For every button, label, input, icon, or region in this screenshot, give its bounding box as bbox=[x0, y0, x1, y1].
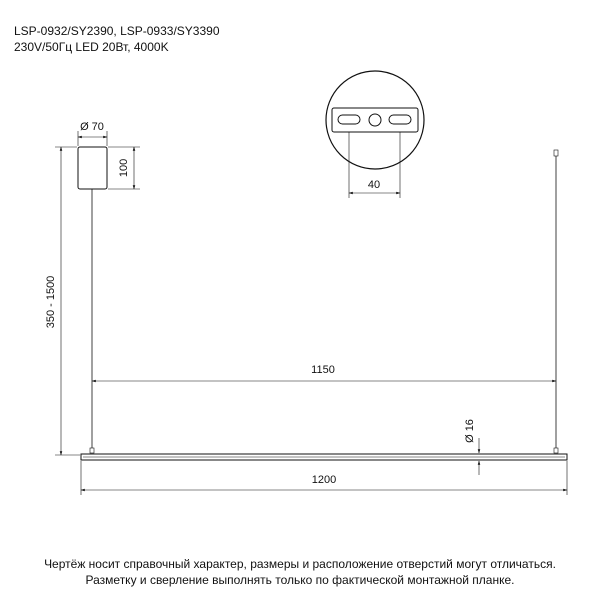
canopy-diameter-label: Ø 70 bbox=[80, 121, 104, 133]
mount-spacing-label: 40 bbox=[367, 179, 381, 191]
mount-detail bbox=[326, 71, 424, 198]
light-profile bbox=[81, 454, 567, 460]
canopy-height-label: 100 bbox=[118, 158, 130, 178]
cable-spacing-dimension bbox=[92, 364, 556, 381]
canopy-height-dimension bbox=[108, 147, 140, 189]
header-specs: 230V/50Гц LED 20Вт, 4000K bbox=[14, 40, 169, 54]
profile-diameter-dimension bbox=[464, 419, 495, 475]
cable-spacing-label: 1150 bbox=[311, 364, 335, 376]
canopy bbox=[78, 147, 107, 189]
total-length-label: 1200 bbox=[311, 474, 337, 486]
header-title: LSP-0932/SY2390, LSP-0933/SY3390 bbox=[14, 24, 220, 38]
installation-note: Разметку и сверление выполнять только по фактической монтажной планке. bbox=[85, 573, 515, 587]
suspension-height-label: 350 - 1500 bbox=[45, 275, 57, 329]
disclaimer-note: Чертёж носит справочный характер, размеры и расположение отверстий могут отличаться. bbox=[44, 557, 556, 571]
profile-diameter-label: Ø 16 bbox=[464, 419, 476, 443]
canopy-diameter-dimension bbox=[78, 121, 107, 146]
suspension-height-dimension bbox=[45, 147, 80, 455]
suspension-cables bbox=[90, 150, 558, 453]
total-length-dimension bbox=[81, 461, 567, 495]
